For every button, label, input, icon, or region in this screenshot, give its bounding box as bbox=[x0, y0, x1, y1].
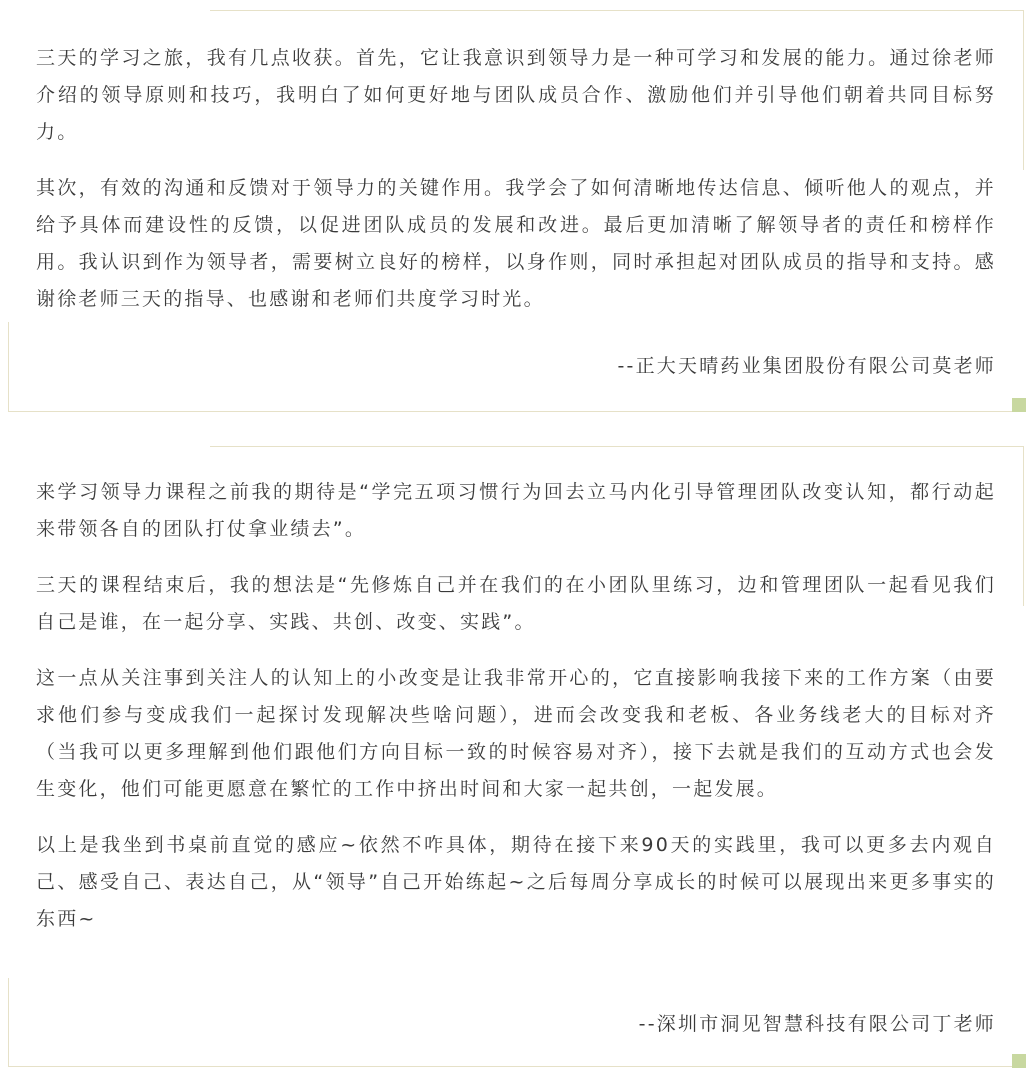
testimonial-paragraph: 三天的学习之旅，我有几点收获。首先，它让我意识到领导力是一种可学习和发展的能力。通过徐老师介绍的领导原则和技巧，我明白了如何更好地与团队成员合作、激励他们并引导他们朝着共同目标努力。 bbox=[36, 47, 996, 143]
frame-line-bottom bbox=[8, 1066, 1018, 1067]
testimonial-body bbox=[36, 40, 996, 337]
testimonial-body bbox=[36, 474, 996, 957]
testimonial-paragraph: 其次，有效的沟通和反馈对于领导力的关键作用。我学会了如何清晰地传达信息、倾听他人的观点，并给予具体而建设性的反馈，以促进团队成员的发展和改进。最后更加清晰了解领导者的责任和榜样作用。我认识到作为领导者，需要树立良好的榜样，以身作则，同时承担起对团队成员的指导和支持。感谢徐老师三天的指导、也感谢和老师们共度学习时光。 bbox=[36, 177, 996, 310]
frame-line-bottom bbox=[8, 411, 1018, 412]
frame-line-top bbox=[210, 446, 1024, 447]
testimonial-signature: --深圳市洞见智慧科技有限公司丁老师 bbox=[638, 1013, 996, 1035]
frame-line-top bbox=[210, 10, 1024, 11]
testimonial-paragraph: 来学习领导力课程之前我的期待是“学完五项习惯行为回去立马内化引导管理团队改变认知，都行动起来带领各自的团队打仗拿业绩去”。 bbox=[36, 481, 996, 540]
testimonial-paragraph: 以上是我坐到书桌前直觉的感应~依然不咋具体，期待在接下来90天的实践里，我可以更多去内观自己、感受自己、表达自己，从“领导”自己开始练起~之后每周分享成长的时候可以展现出来更多事实的东西~ bbox=[36, 834, 996, 930]
corner-decoration bbox=[1012, 1054, 1026, 1068]
testimonial-paragraph: 这一点从关注事到关注人的认知上的小改变是让我非常开心的，它直接影响我接下来的工作方案（由要求他们参与变成我们一起探讨发现解决些啥问题），进而会改变我和老板、各业务线老大的目标对齐（当我可以更多理解到他们跟他们方向目标一致的时候容易对齐），接下去就是我们的互动方式也会发生变化，他们可能更愿意在繁忙的工作中挤出时间和大家一起共创，一起发展。 bbox=[36, 667, 996, 800]
testimonial-card bbox=[0, 436, 1036, 1082]
testimonial-card bbox=[0, 0, 1036, 420]
frame-line-right bbox=[1023, 446, 1024, 606]
corner-decoration bbox=[1012, 398, 1026, 412]
frame-line-left bbox=[8, 322, 9, 411]
testimonial-signature: --正大天晴药业集团股份有限公司莫老师 bbox=[617, 355, 996, 377]
testimonial-paragraph: 三天的课程结束后，我的想法是“先修炼自己并在我们的在小团队里练习，边和管理团队一起看见我们自己是谁，在一起分享、实践、共创、改变、实践”。 bbox=[36, 574, 996, 633]
frame-line-left bbox=[8, 978, 9, 1066]
frame-line-right bbox=[1023, 10, 1024, 170]
